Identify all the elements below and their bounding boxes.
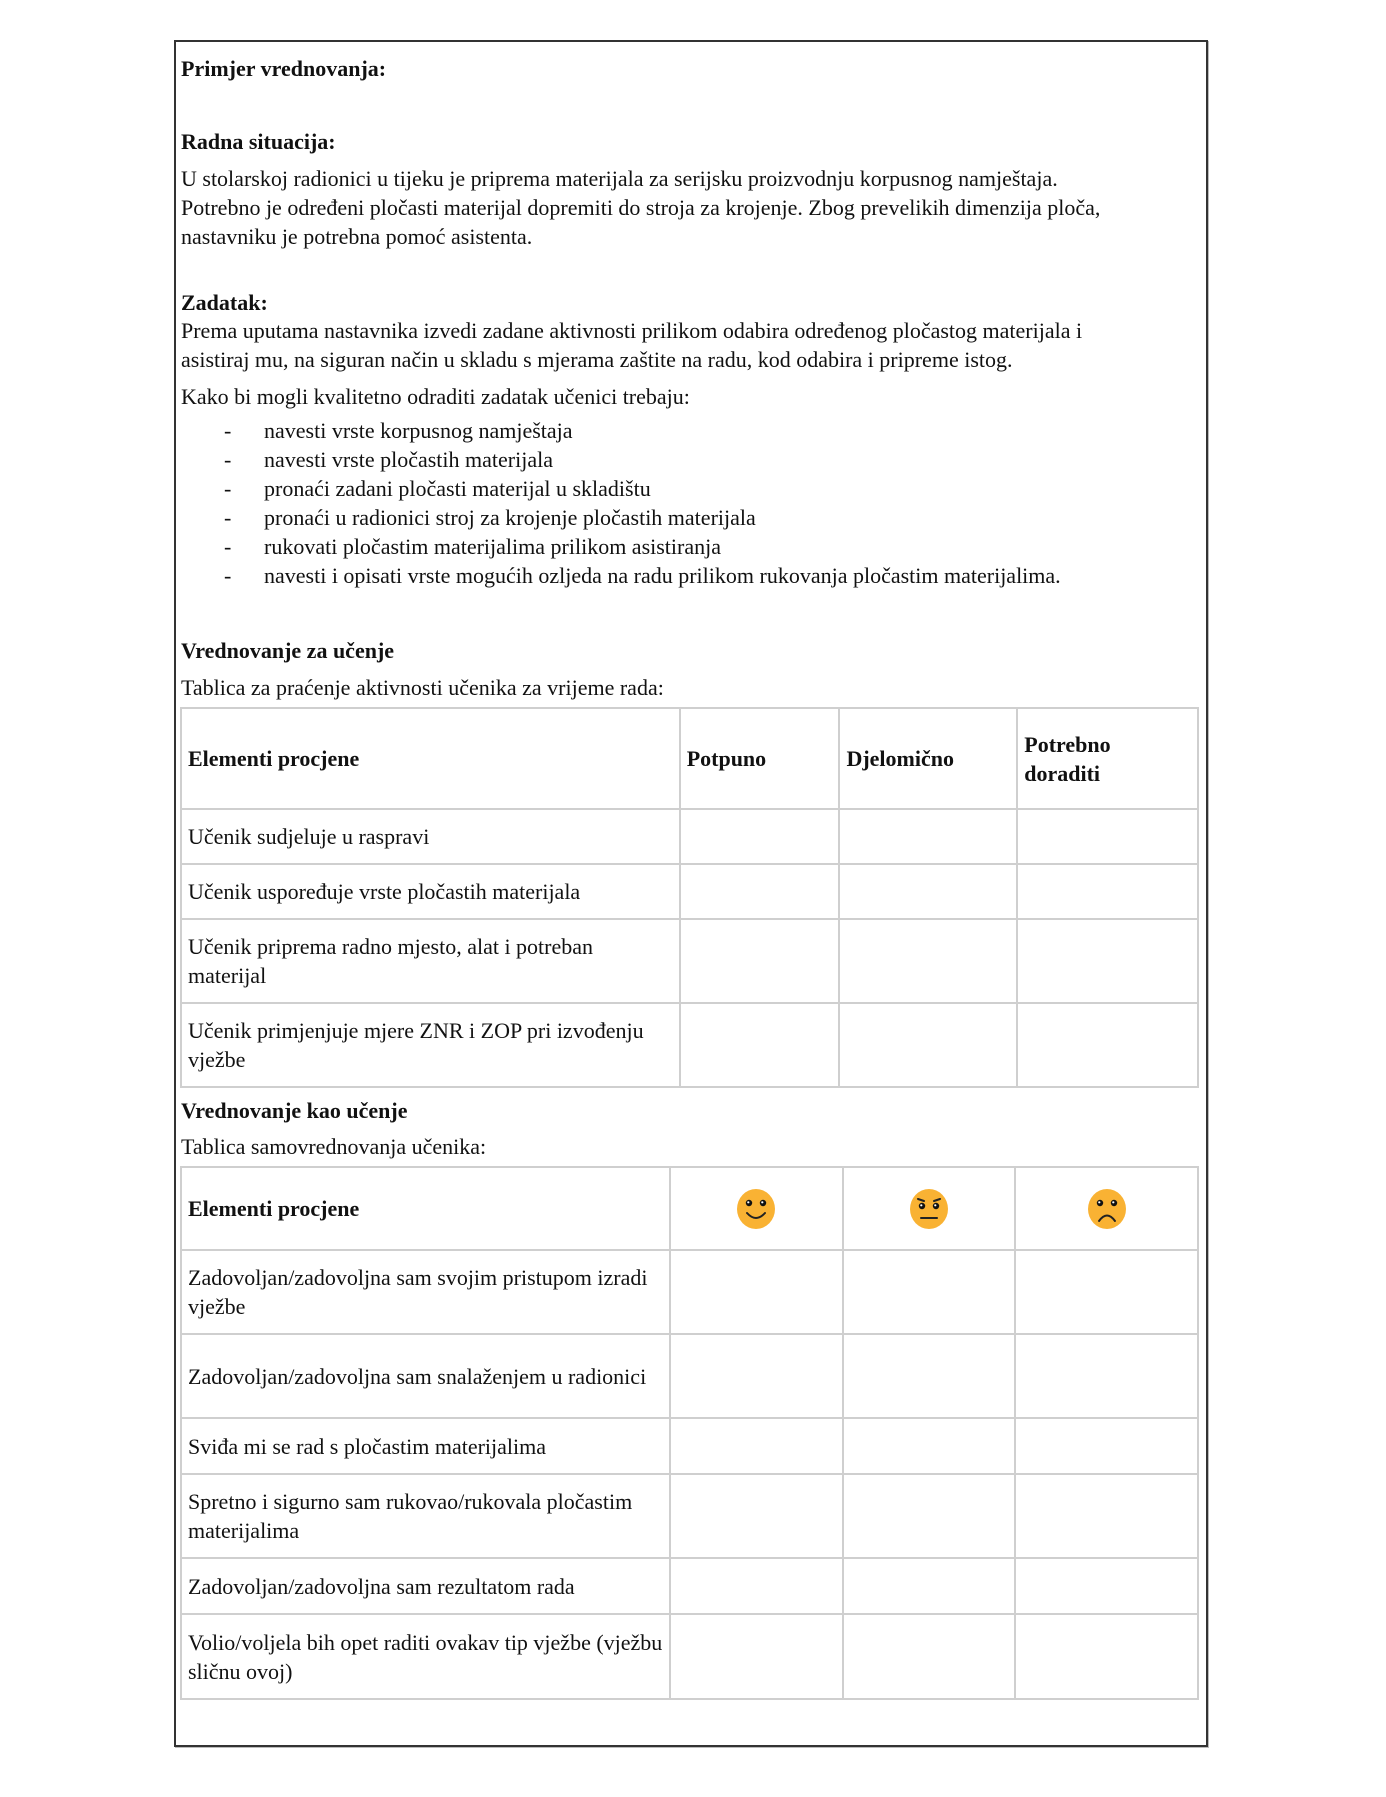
table-row [181, 1418, 1198, 1474]
row-label: Zadovoljan/zadovoljna sam snalaženjem u radionici [181, 1334, 670, 1418]
task-line-1: Prema uputama nastavnika izvedi zadane aktivnosti prilikom odabira određenog pločastog materijala i [181, 318, 1083, 343]
task-intro: Kako bi mogli kvalitetno odraditi zadatak učenici trebaju: [181, 384, 690, 409]
row-label: Učenik uspoređuje vrste pločastih materijala [181, 864, 680, 919]
table-header-row [181, 1167, 1198, 1250]
assessment-as-learning-caption: Tablica samovrednovanja učenika: [181, 1134, 487, 1159]
rating-cell-happy[interactable] [670, 1250, 843, 1334]
situation-line-3: nastavniku je potrebna pomoć asistenta. [181, 224, 533, 249]
document-title: Primjer vrednovanja: [181, 56, 387, 81]
rating-cell-sad[interactable] [1015, 1558, 1198, 1614]
rating-cell-partially[interactable] [839, 1003, 1017, 1087]
column-header-elements: Elementi procjene [181, 708, 680, 809]
row-label: Volio/voljela bih opet raditi ovakav tip vježbe (vježbu sličnu ovoj) [181, 1614, 670, 1699]
rating-cell-needs-improvement[interactable] [1017, 919, 1198, 1003]
task-line-2: asistiraj mu, na siguran način u skladu s mjerama zaštite na radu, kod odabira i pripreme istog. [181, 347, 1013, 372]
rating-cell-neutral[interactable] [843, 1250, 1016, 1334]
list-item-text: pronaći u radionici stroj za krojenje pločastih materijala [264, 505, 756, 530]
happy-face-icon [736, 1188, 776, 1230]
rating-cell-partially[interactable] [839, 864, 1017, 919]
bullet-dash: - [224, 476, 232, 501]
table-row [181, 1474, 1198, 1558]
table-row [181, 1250, 1198, 1334]
bullet-dash: - [224, 418, 232, 443]
rating-cell-neutral[interactable] [843, 1334, 1016, 1418]
list-item-text: navesti vrste pločastih materijala [264, 447, 553, 472]
assessment-for-learning-heading: Vrednovanje za učenje [181, 638, 395, 663]
row-label: Učenik priprema radno mjesto, alat i potreban materijal [181, 919, 680, 1003]
list-item-text: pronaći zadani pločasti materijal u skladištu [264, 476, 651, 501]
rating-cell-neutral[interactable] [843, 1418, 1016, 1474]
rating-cell-fully[interactable] [680, 919, 840, 1003]
rating-cell-sad[interactable] [1015, 1250, 1198, 1334]
assessment-for-learning-caption: Tablica za praćenje aktivnosti učenika za vrijeme rada: [181, 675, 664, 700]
rating-cell-happy[interactable] [670, 1418, 843, 1474]
column-header-sad [1015, 1167, 1198, 1250]
column-header-neutral [843, 1167, 1016, 1250]
assessment-as-learning-heading: Vrednovanje kao učenje [181, 1098, 408, 1123]
rating-cell-sad[interactable] [1015, 1334, 1198, 1418]
situation-heading: Radna situacija: [181, 129, 336, 154]
activity-tracking-table [180, 707, 1199, 1088]
sad-face-icon [1087, 1188, 1127, 1230]
rating-cell-sad[interactable] [1015, 1614, 1198, 1699]
rating-cell-happy[interactable] [670, 1558, 843, 1614]
row-label: Spretno i sigurno sam rukovao/rukovala pločastim materijalima [181, 1474, 670, 1558]
list-item-text: rukovati pločastim materijalima prilikom asistiranja [264, 534, 721, 559]
table-row [181, 1003, 1198, 1087]
table-row [181, 1334, 1198, 1418]
row-label: Učenik primjenjuje mjere ZNR i ZOP pri izvođenju vježbe [181, 1003, 680, 1087]
bullet-dash: - [224, 563, 232, 588]
table-row [181, 919, 1198, 1003]
bullet-dash: - [224, 447, 232, 472]
column-header-partially: Djelomično [839, 708, 1017, 809]
rating-cell-sad[interactable] [1015, 1474, 1198, 1558]
rating-cell-happy[interactable] [670, 1614, 843, 1699]
list-item-text: navesti i opisati vrste mogućih ozljeda na radu prilikom rukovanja pločastim materijalima. [264, 563, 1061, 588]
table-row [181, 809, 1198, 864]
column-header-elements: Elementi procjene [181, 1167, 670, 1250]
rating-cell-partially[interactable] [839, 809, 1017, 864]
rating-cell-neutral[interactable] [843, 1614, 1016, 1699]
list-item-text: navesti vrste korpusnog namještaja [264, 418, 573, 443]
table-header-row [181, 708, 1198, 809]
column-header-needs-improvement: Potrebno doraditi [1017, 708, 1198, 809]
rating-cell-needs-improvement[interactable] [1017, 809, 1198, 864]
rating-cell-happy[interactable] [670, 1474, 843, 1558]
rating-cell-needs-improvement[interactable] [1017, 1003, 1198, 1087]
rating-cell-fully[interactable] [680, 809, 840, 864]
table-row [181, 1614, 1198, 1699]
task-heading: Zadatak: [181, 290, 268, 315]
rating-cell-neutral[interactable] [843, 1474, 1016, 1558]
table-row [181, 1558, 1198, 1614]
rating-cell-sad[interactable] [1015, 1418, 1198, 1474]
row-label: Učenik sudjeluje u raspravi [181, 809, 680, 864]
row-label: Zadovoljan/zadovoljna sam rezultatom rada [181, 1558, 670, 1614]
rating-cell-happy[interactable] [670, 1334, 843, 1418]
neutral-face-icon [909, 1188, 949, 1230]
table-row [181, 864, 1198, 919]
bullet-dash: - [224, 534, 232, 559]
row-label: Zadovoljan/zadovoljna sam svojim pristupom izradi vježbe [181, 1250, 670, 1334]
rating-cell-fully[interactable] [680, 864, 840, 919]
rating-cell-partially[interactable] [839, 919, 1017, 1003]
situation-line-2: Potrebno je određeni pločasti materijal dopremiti do stroja za krojenje. Zbog prevelikih dimenzija ploča, [181, 195, 1101, 220]
column-header-happy [670, 1167, 843, 1250]
rating-cell-neutral[interactable] [843, 1558, 1016, 1614]
situation-line-1: U stolarskoj radionici u tijeku je priprema materijala za serijsku proizvodnju korpusnog namještaja. [181, 166, 1058, 191]
row-label: Sviđa mi se rad s pločastim materijalima [181, 1418, 670, 1474]
self-assessment-table [180, 1166, 1199, 1700]
rating-cell-needs-improvement[interactable] [1017, 864, 1198, 919]
column-header-fully: Potpuno [680, 708, 840, 809]
bullet-dash: - [224, 505, 232, 530]
rating-cell-fully[interactable] [680, 1003, 840, 1087]
